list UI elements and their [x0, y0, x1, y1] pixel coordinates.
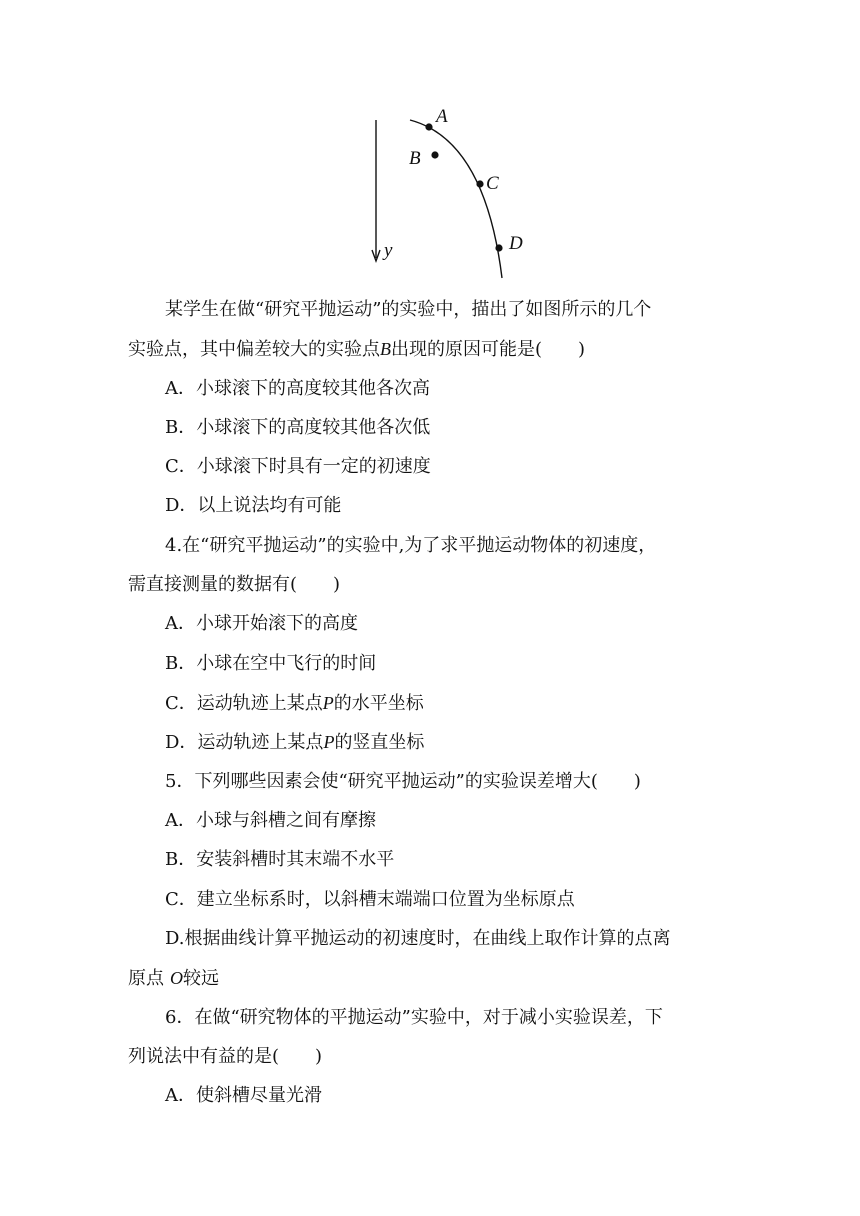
point-d	[495, 244, 502, 251]
point-d-label: D	[509, 233, 523, 254]
q3-stem-line2-post: 出现的原因可能是( )	[391, 339, 586, 360]
q4-option-b: B．小球在空中飞行的时间	[165, 653, 377, 674]
q4-option-c-pre: C．运动轨迹上某点	[165, 693, 323, 714]
q3-option-b: B．小球滚下的高度较其他各次低	[165, 417, 431, 438]
q3-stem-var-b: B	[380, 339, 391, 359]
q4-option-c-var: P	[322, 693, 334, 713]
q3-option-c: C．小球滚下时具有一定的初速度	[165, 456, 431, 477]
trajectory-curve	[410, 120, 502, 278]
q5-option-d-line1: D.根据曲线计算平抛运动的初速度时，在曲线上取作计算的点离	[165, 928, 671, 949]
q6-stem-line2: 列说法中有益的是( )	[128, 1046, 323, 1067]
q5-option-d-line2-pre: 原点	[128, 968, 164, 989]
q6-stem-line1: 6．在做“研究物体的平抛运动”实验中，对于减小实验误差，下	[165, 1007, 663, 1028]
point-b-label: B	[409, 148, 421, 169]
q3-stem-line2	[128, 337, 585, 362]
q4-option-d-pre: D．运动轨迹上某点	[165, 732, 324, 753]
q5-option-d-var-o: O	[170, 968, 183, 988]
q5-option-d-line2-post: 较远	[183, 968, 219, 989]
q4-stem-line2: 需直接测量的数据有( )	[128, 574, 341, 595]
y-axis-label: y	[384, 240, 393, 261]
q5-option-c: C．建立坐标系时，以斜槽末端端口位置为坐标原点	[165, 889, 575, 910]
q4-option-d-post: 的竖直坐标	[334, 732, 425, 753]
q6-option-a: A．使斜槽尽量光滑	[165, 1085, 322, 1106]
q5-option-b: B．安装斜槽时其末端不水平	[165, 849, 395, 870]
q4-option-d-var: P	[323, 732, 335, 752]
point-a	[425, 123, 432, 130]
q4-option-d	[165, 730, 424, 755]
q4-option-a: A．小球开始滚下的高度	[165, 613, 358, 634]
point-a-label: A	[436, 106, 448, 127]
q4-option-c	[165, 691, 424, 716]
q5-stem: 5．下列哪些因素会使“研究平抛运动”的实验误差增大( )	[165, 771, 641, 792]
q3-option-a: A．小球滚下的高度较其他各次高	[165, 378, 430, 399]
q3-stem-line1: 某学生在做“研究平抛运动”的实验中，描出了如图所示的几个	[165, 299, 652, 320]
point-b	[431, 151, 438, 158]
q5-option-a: A．小球与斜槽之间有摩擦	[165, 810, 376, 831]
q4-option-c-post: 的水平坐标	[333, 693, 424, 714]
q3-stem-line2-pre: 实验点，其中偏差较大的实验点	[128, 339, 380, 360]
q4-stem-line1: 4.在“研究平抛运动”的实验中,为了求平抛运动物体的初速度，	[165, 535, 657, 556]
point-c-label: C	[486, 173, 499, 194]
trajectory-figure	[360, 100, 540, 280]
q5-option-d-line2	[128, 966, 219, 991]
point-c	[476, 180, 483, 187]
q3-option-d: D．以上说法均有可能	[165, 495, 342, 516]
